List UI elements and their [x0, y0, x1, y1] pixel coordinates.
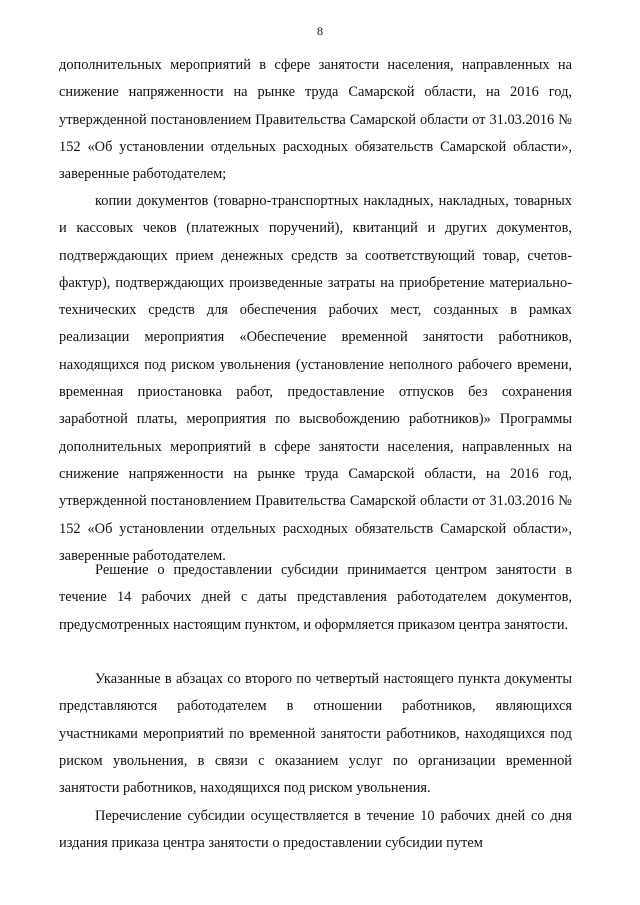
paragraph-text: Перечисление субсидии осуществляется в течение 10 рабочих дней со дня издания приказа центра занятости о предоставлении субсидии путем	[59, 808, 572, 852]
paragraph-text: Указанные в абзацах со второго по четвертый настоящего пункта документы представляются работодателем в отношении работников, являющихся участниками мероприятий по временной занятости работников, находящихся под риском увольнения, в связи с оказанием услуг по организации временной занятости работников, находящихся под риском увольнения.	[59, 671, 572, 797]
page-number: 8	[317, 24, 323, 38]
paragraph-text: Решение о предоставлении субсидии принимается центром занятости в течение 14 рабочих дней с даты представления работодателем документов, предусмотренных настоящим пунктом, и оформляется приказом центра занятости.	[59, 562, 572, 633]
paragraph-subsidy-transfer	[59, 803, 572, 858]
paragraph-text: копии документов (товарно-транспортных накладных, накладных, товарных и кассовых чеков (платежных поручений), квитанций и других документов, подтверждающих прием денежных средств за соответствующий товар, счетов-фактур), подтверждающих произведенные затраты на приобретение материально-технических средств для обеспечения рабочих мест, созданных в рамках реализации мероприятия «Обеспечение временной занятости работников, находящихся под риском увольнения (установление неполного рабочего времени, временная приостановка работ, предоставление отпусков без сохранения заработной платы, мероприятия по высвобождению работников)» Программы дополнительных мероприятий в сфере занятости населения, направленных на снижение напряженности на рынке труда Самарской области, на 2016 год, утвержденной постановлением Правительства Самарской области от 31.03.2016 № 152 «Об установлении отдельных расходных обязательств Самарской области», заверенные работодателем.	[59, 193, 572, 564]
paragraph-documents-submission	[59, 666, 572, 802]
paragraph-subsidy-decision	[59, 557, 572, 639]
paragraph-continuation	[59, 52, 572, 188]
paragraph-documents-copies	[59, 188, 572, 570]
paragraph-text: дополнительных мероприятий в сфере занятости населения, направленных на снижение напряженности на рынке труда Самарской области, на 2016 год, утвержденной постановлением Правительства Самарской области от 31.03.2016 № 152 «Об установлении отдельных расходных обязательств Самарской области», заверенные работодателем;	[59, 57, 572, 183]
